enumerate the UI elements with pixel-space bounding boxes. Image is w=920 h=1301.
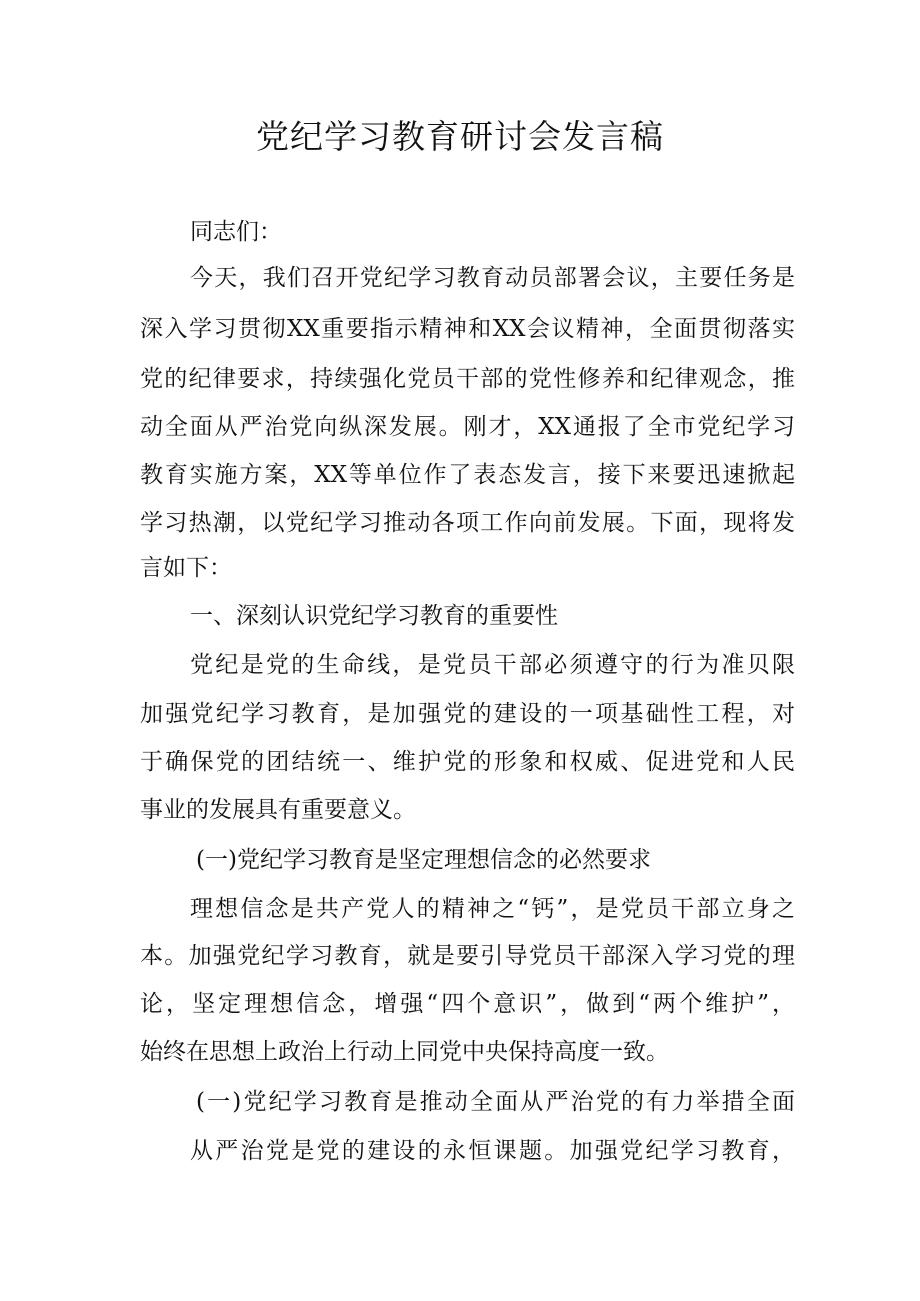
paragraph-line: 动全面从严治党向纵深发展。刚才，XX通报了全市党纪学习: [140, 414, 795, 440]
subsection-heading: (一)党纪学习教育是推动全面从严治党的有力举措全面: [196, 1089, 795, 1115]
page-title: 党纪学习教育研讨会发言稿: [256, 117, 664, 156]
paragraph-line: 加强党纪学习教育，是加强党的建设的一项基础性工程，对: [140, 701, 795, 727]
paragraph-line: 言如下：: [140, 555, 232, 581]
paragraph-line: 论，坚定理想信念，增强“四个意识”，做到“两个维护”，: [140, 991, 795, 1017]
salutation: 同志们：: [190, 219, 282, 245]
paragraph-line: 学习热潮，以党纪学习推动各项工作向前发展。下面，现将发: [140, 510, 795, 536]
paragraph-line: 从严治党是党的建设的永恒课题。加强党纪学习教育，: [190, 1138, 795, 1164]
paragraph-line: 党纪是党的生命线，是党员干部必须遵守的行为准贝限: [190, 652, 795, 678]
paragraph-line: 本。加强党纪学习教育，就是要引导党员干部深入学习党的理: [140, 943, 795, 969]
paragraph-line: 始终在思想上政治上行动上同党中央保持高度一致。: [140, 1039, 669, 1065]
paragraph-line: 党的纪律要求，持续强化党员干部的党性修养和纪律观念，推: [140, 366, 795, 392]
paragraph-line: 于确保党的团结统一、维护党的形象和权威、促进党和人民: [140, 749, 795, 775]
section-heading: 一、深刻认识党纪学习教育的重要性: [190, 603, 558, 629]
paragraph-line: 事业的发展具有重要意义。: [140, 797, 416, 823]
paragraph-line: 深入学习贯彻XX重要指示精神和XX会议精神，全面贯彻落实: [140, 316, 795, 342]
paragraph-line: 教育实施方案，XX等单位作了表态发言，接下来要迅速掀起: [140, 462, 795, 488]
paragraph-line: 今天，我们召开党纪学习教育动员部署会议，主要任务是: [190, 265, 795, 291]
paragraph-line: 理想信念是共产党人的精神之“钙”，是党员干部立身之: [190, 896, 795, 922]
subsection-heading: (一)党纪学习教育是坚定理想信念的必然要求: [196, 847, 651, 873]
